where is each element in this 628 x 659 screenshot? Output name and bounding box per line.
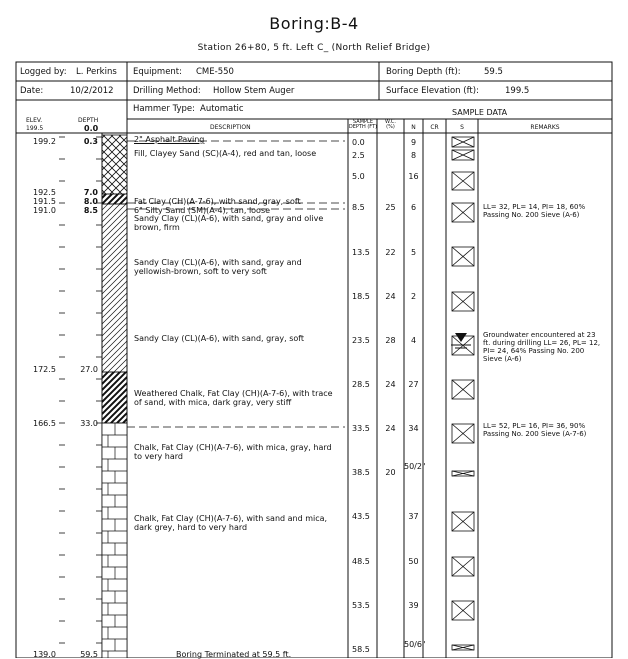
- stratum-description: Weathered Chalk, Fat Clay (CH)(A-7-6), with trace of sand, with mica, dark gray, very stiff: [134, 389, 333, 407]
- remark: Groundwater encountered at 23 ft. during drilling LL= 26, PL= 12, PI= 24, 64% Passing No. 200 Sieve (A-6): [483, 331, 601, 363]
- sample-depth: 58.5: [352, 645, 370, 654]
- sample-n-value: 16: [408, 172, 419, 181]
- sample-n-value: 50/6": [404, 640, 426, 649]
- sample-n-value: 8: [410, 151, 417, 160]
- sample-depth: 8.5: [352, 203, 365, 212]
- sample-water-content: 28: [385, 336, 396, 345]
- stratum-depth: 33.0: [80, 419, 98, 428]
- stratum-description: Sandy Clay (CL)(A-6), with sand, gray, soft: [134, 334, 305, 343]
- fat-clay-layer-graphic: [102, 194, 127, 204]
- boring-terminated-note: Boring Terminated at 59.5 ft.: [176, 650, 292, 659]
- date-label: Date:: [20, 86, 44, 96]
- date-value: 10/2/2012: [70, 86, 114, 96]
- sample-n-value: 6: [410, 203, 417, 212]
- stratum-description: Fill, Clayey Sand (SC)(A-4), red and tan, loose: [134, 149, 317, 158]
- stratum-elev: 191.5: [33, 197, 56, 206]
- sample-depth-header: SAMPLE DEPTH (FT): [348, 119, 378, 130]
- stratum-description: Sandy Clay (CL)(A-6), with sand, gray and olive brown, firm: [134, 214, 324, 232]
- surface-elevation-value: 199.5: [505, 86, 530, 96]
- sample-data-header: SAMPLE DATA: [452, 108, 508, 117]
- stratum-elev: 199.2: [33, 137, 56, 146]
- remark: LL= 52, PL= 16, PI= 36, 90% Passing No. 200 Sieve (A-7-6): [483, 422, 587, 438]
- remarks-column-header: REMARKS: [530, 124, 560, 131]
- stratum-depth: 8.0: [83, 197, 98, 206]
- stratum-elev: 139.0: [33, 650, 56, 659]
- fill-layer-graphic: [102, 135, 127, 194]
- sample-n-value: 50/2": [404, 462, 426, 471]
- sandy-clay-layer-graphic: [102, 204, 127, 372]
- sample-n-value: 27: [408, 380, 419, 389]
- stratum-description: 6" Silty Sand (SM)(A-4), tan, loose: [134, 206, 271, 215]
- drilling-method-value: Hollow Stem Auger: [213, 86, 295, 96]
- sample-water-content: 24: [385, 292, 396, 301]
- sample-depth: 13.5: [352, 248, 370, 257]
- sample-n-value: 39: [408, 601, 419, 610]
- sample-depth: 38.5: [352, 468, 370, 477]
- logged-by-label: Logged by:: [20, 67, 67, 77]
- stratum-elev: 166.5: [33, 419, 56, 428]
- stratum-description: 2" Asphalt Paving: [134, 135, 205, 144]
- depth-start-value: 0.0: [84, 124, 99, 133]
- station-subtitle: Station 26+80, 5 ft. Left C_ (North Relief Bridge): [197, 43, 431, 53]
- boring-depth-value: 59.5: [484, 67, 503, 77]
- depth-column-header: DEPTH: [78, 117, 99, 124]
- chalk-layer-background: [102, 423, 127, 658]
- stratum-depth: 59.5: [80, 650, 98, 659]
- equipment-value: CME-550: [196, 67, 234, 77]
- sample-depth: 0.0: [352, 138, 365, 147]
- drilling-method-label: Drilling Method:: [133, 86, 201, 96]
- stratum-description: Chalk, Fat Clay (CH)(A-7-6), with sand and mica, dark grey, hard to very hard: [134, 514, 328, 532]
- cr-column-header: CR: [430, 124, 439, 131]
- stratum-description: Fat Clay (CH)(A-7-6), with sand, gray, soft: [134, 197, 301, 206]
- sample-depth: 53.5: [352, 601, 370, 610]
- stratum-elev: 172.5: [33, 365, 56, 374]
- sample-water-content: 24: [385, 424, 396, 433]
- surface-elevation-label: Surface Elevation (ft):: [386, 86, 479, 96]
- elev-column-header: ELEV.: [26, 117, 43, 124]
- remark: LL= 32, PL= 14, PI= 18, 60% Passing No. 200 Sieve (A-6): [483, 203, 586, 219]
- stratum-elev: 191.0: [33, 206, 56, 215]
- sample-depth: 33.5: [352, 424, 370, 433]
- sample-water-content: 22: [385, 248, 396, 257]
- chalk-layer-graphic: [102, 423, 127, 658]
- sample-symbols: [452, 137, 474, 650]
- sample-depth: 43.5: [352, 512, 370, 521]
- sample-depth: 18.5: [352, 292, 370, 301]
- sample-water-content: 24: [385, 380, 396, 389]
- groundwater-marker-icon: [451, 333, 471, 348]
- sample-n-value: 9: [410, 138, 417, 147]
- s-column-header: S: [460, 124, 464, 131]
- weathered-chalk-layer-graphic: [102, 372, 127, 423]
- stratum-elev: 192.5: [33, 188, 56, 197]
- sample-n-value: 5: [410, 248, 417, 257]
- stratum-description: Sandy Clay (CL)(A-6), with sand, gray and yellowish-brown, soft to very soft: [134, 258, 302, 276]
- elev-start-value: 199.5: [26, 125, 44, 132]
- description-column-header: DESCRIPTION: [210, 124, 251, 131]
- sample-n-value: 2: [410, 292, 417, 301]
- boring-depth-label: Boring Depth (ft):: [386, 67, 461, 77]
- n-column-header: N: [411, 124, 416, 131]
- hammer-type-value: Automatic: [200, 104, 244, 114]
- stratum-depth: 7.0: [83, 188, 98, 197]
- sample-depth: 28.5: [352, 380, 370, 389]
- sample-depth: 5.0: [352, 172, 365, 181]
- sample-n-value: 4: [410, 336, 417, 345]
- sample-n-value: 37: [408, 512, 419, 521]
- sample-depth: 48.5: [352, 557, 370, 566]
- stratum-depth: 27.0: [80, 365, 98, 374]
- sample-n-value: 50: [408, 557, 419, 566]
- boring-title: Boring:B-4: [269, 14, 359, 33]
- hammer-type-label: Hammer Type:: [133, 104, 195, 114]
- water-content-header: W.C. (%): [384, 119, 397, 130]
- stratum-depth: 0.3: [83, 137, 98, 146]
- sample-water-content: 20: [385, 468, 396, 477]
- sample-water-content: 25: [385, 203, 396, 212]
- stratum-description: Chalk, Fat Clay (CH)(A-7-6), with mica, gray, hard to very hard: [134, 443, 332, 461]
- logged-by-value: L. Perkins: [76, 67, 117, 77]
- equipment-label: Equipment:: [133, 67, 183, 77]
- sample-depth: 2.5: [352, 151, 365, 160]
- sample-depth: 23.5: [352, 336, 370, 345]
- sample-n-value: 34: [408, 424, 419, 433]
- stratum-depth: 8.5: [83, 206, 98, 215]
